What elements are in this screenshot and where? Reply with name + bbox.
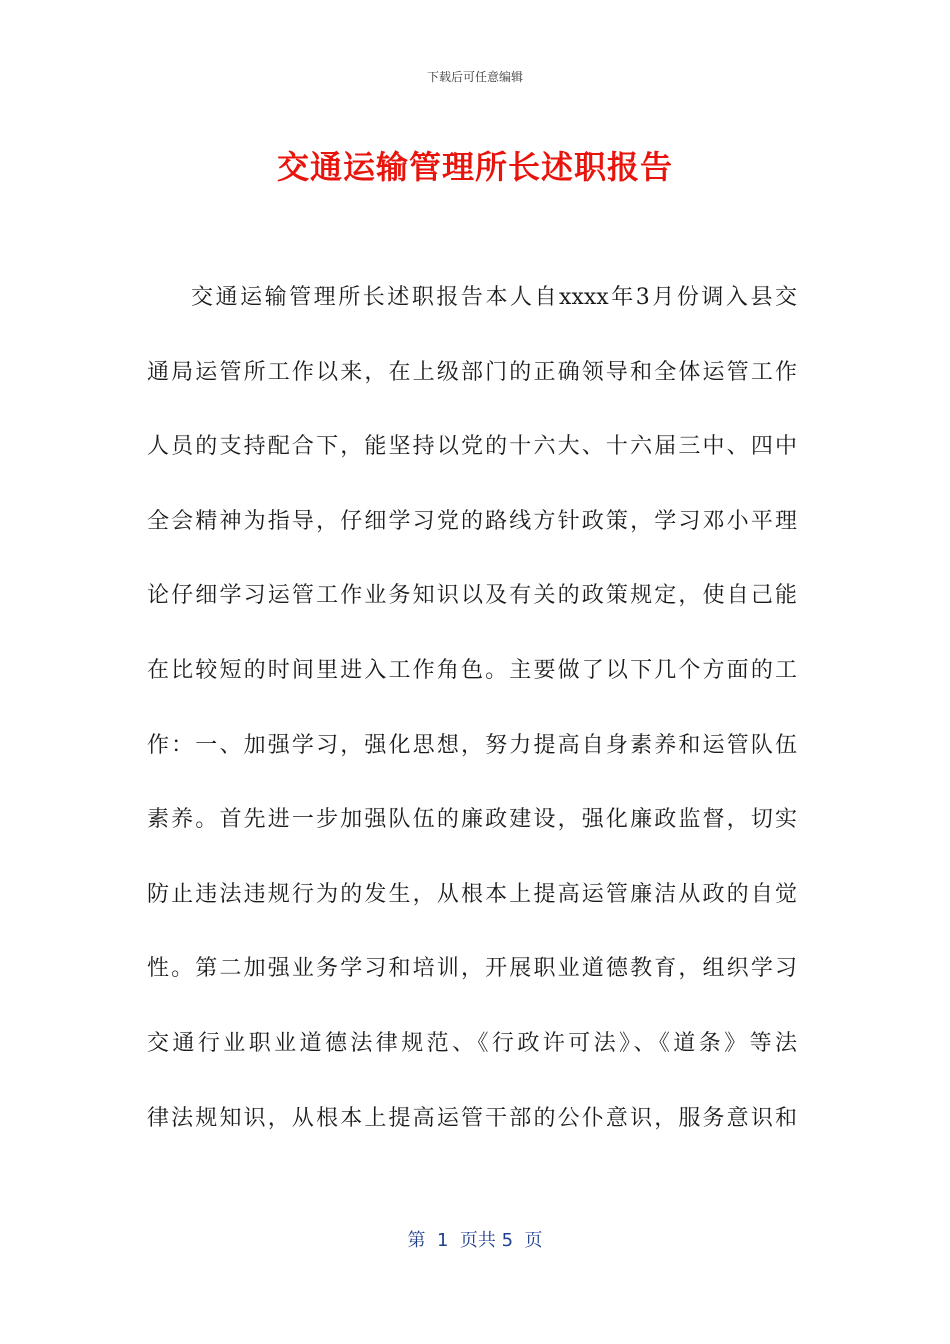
body-line: 在比较短的时间里进入工作角色。主要做了以下几个方面的工 [147,657,797,683]
body-line: 防止违法违规行为的发生，从根本上提高运管廉洁从政的自觉 [147,881,797,907]
body-line: 人员的支持配合下，能坚持以党的十六大、十六届三中、四中 [147,434,797,460]
header-note: 下载后可任意编辑 [426,70,523,84]
body-line: 素养。首先进一步加强队伍的廉政建设，强化廉政监督，切实 [147,807,797,833]
body-line: 全会精神为指导，仔细学习党的路线方针政策，学习邓小平理 [147,508,797,534]
body-line: 性。第二加强业务学习和培训，开展职业道德教育，组织学习 [147,956,797,982]
body-line: 交通运输管理所长述职报告本人自xxxx年3月份调入县交 [191,285,797,310]
page-footer: 第 1 页共 5 页 [407,1230,543,1251]
document-title: 交通运输管理所长述职报告 [276,148,673,186]
document-body [147,274,797,1169]
body-line: 律法规知识，从根本上提高运管干部的公仆意识，服务意识和 [147,1105,797,1131]
body-line: 通局运管所工作以来，在上级部门的正确领导和全体运管工作 [147,359,797,385]
body-line: 交通行业职业道德法律规范、《行政许可法》、《道条》等法 [147,1030,797,1056]
body-line: 论仔细学习运管工作业务知识以及有关的政策规定，使自己能 [147,583,797,609]
body-line: 作：一、加强学习，强化思想，努力提高自身素养和运管队伍 [147,732,797,758]
